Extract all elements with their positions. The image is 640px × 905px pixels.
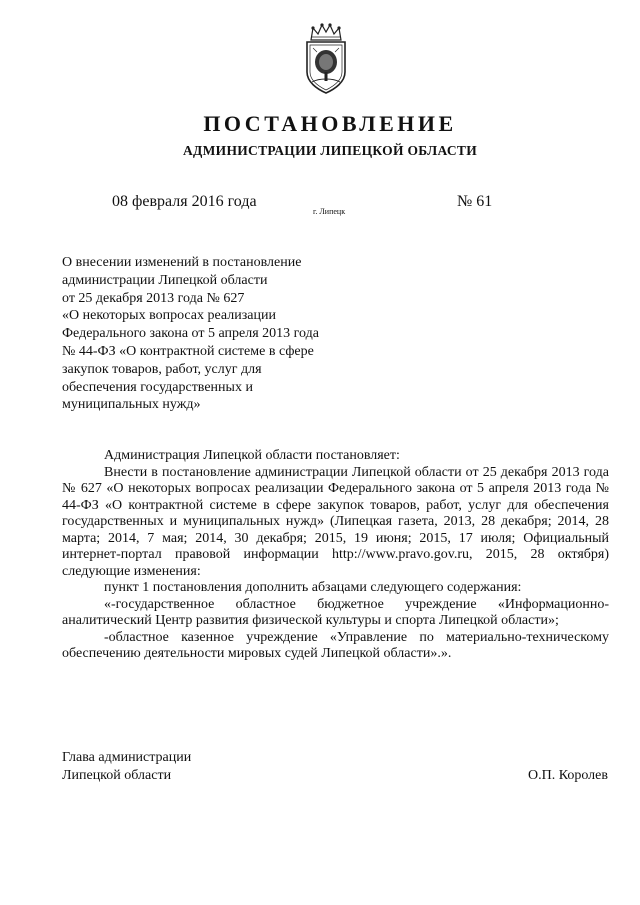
document-title [62, 254, 382, 414]
title-line: муниципальных нужд» [62, 397, 201, 413]
title-line: О внесении изменений в постановление [62, 255, 302, 270]
issuer-subheading: АДМИНИСТРАЦИИ ЛИПЕЦКОЙ ОБЛАСТИ [182, 143, 478, 158]
signatory-position-line: Липецкой области [62, 768, 172, 783]
body-paragraph-addition-1: «-государственное областное бюджетное учреждение «Информационно-аналитический Центр развития физической культуры и спорта Липецкой области»; [62, 596, 609, 628]
document-city: г. Липецк [313, 207, 346, 216]
body-paragraph-decree: Администрация Липецкой области постановляет: [104, 448, 400, 463]
coat-of-arms-emblem [297, 22, 355, 96]
title-line: № 44-ФЗ «О контрактной системе в сфере [62, 343, 314, 359]
document-number: № 61 [457, 193, 493, 210]
title-line: Федерального закона от 5 апреля 2013 года [62, 326, 319, 342]
signatory-position-line: Глава администрации [62, 750, 192, 765]
title-line: от 25 декабря 2013 года № 627 [62, 290, 245, 306]
document-date: 08 февраля 2016 года [112, 193, 257, 210]
title-line: закупок товаров, работ, услуг для [62, 361, 262, 377]
title-line: «О некоторых вопросах реализации [62, 308, 276, 324]
body-paragraph-amendment: Внести в постановление администрации Липецкой области от 25 декабря 2013 года № 627 «О некоторых вопросах реализации Федерального закона от 5 апреля 2013 года № 44-ФЗ «О контрактной системе в сфере закупок товаров, работ, услуг для обеспечения государственных и муниципальных нужд» (Липецкая газета, 2013, 28 декабря; 2014, 28 марта; 2014, 7 мая; 2014, 30 декабря; 2015, 19 июня; 2015, 17 июля; Официальный интернет-портал правовой информации http://www.pravo.gov.ru, 2015, 28 октября) следующие изменения: [62, 464, 609, 579]
title-line: администрации Липецкой области [62, 272, 268, 288]
title-line: обеспечения государственных и [62, 379, 253, 395]
signatory-position [62, 749, 191, 785]
document-type-heading: ПОСТАНОВЛЕНИЕ [203, 111, 457, 136]
body-paragraph-clause: пункт 1 постановления дополнить абзацами следующего содержания: [104, 580, 522, 595]
body-paragraph-addition-2: -областное казенное учреждение «Управление по материально-техническому обеспечению деятельности мировых судей Липецкой области».». [62, 629, 609, 661]
signatory-name: О.П. Королев [528, 768, 608, 783]
document-body [62, 448, 609, 663]
